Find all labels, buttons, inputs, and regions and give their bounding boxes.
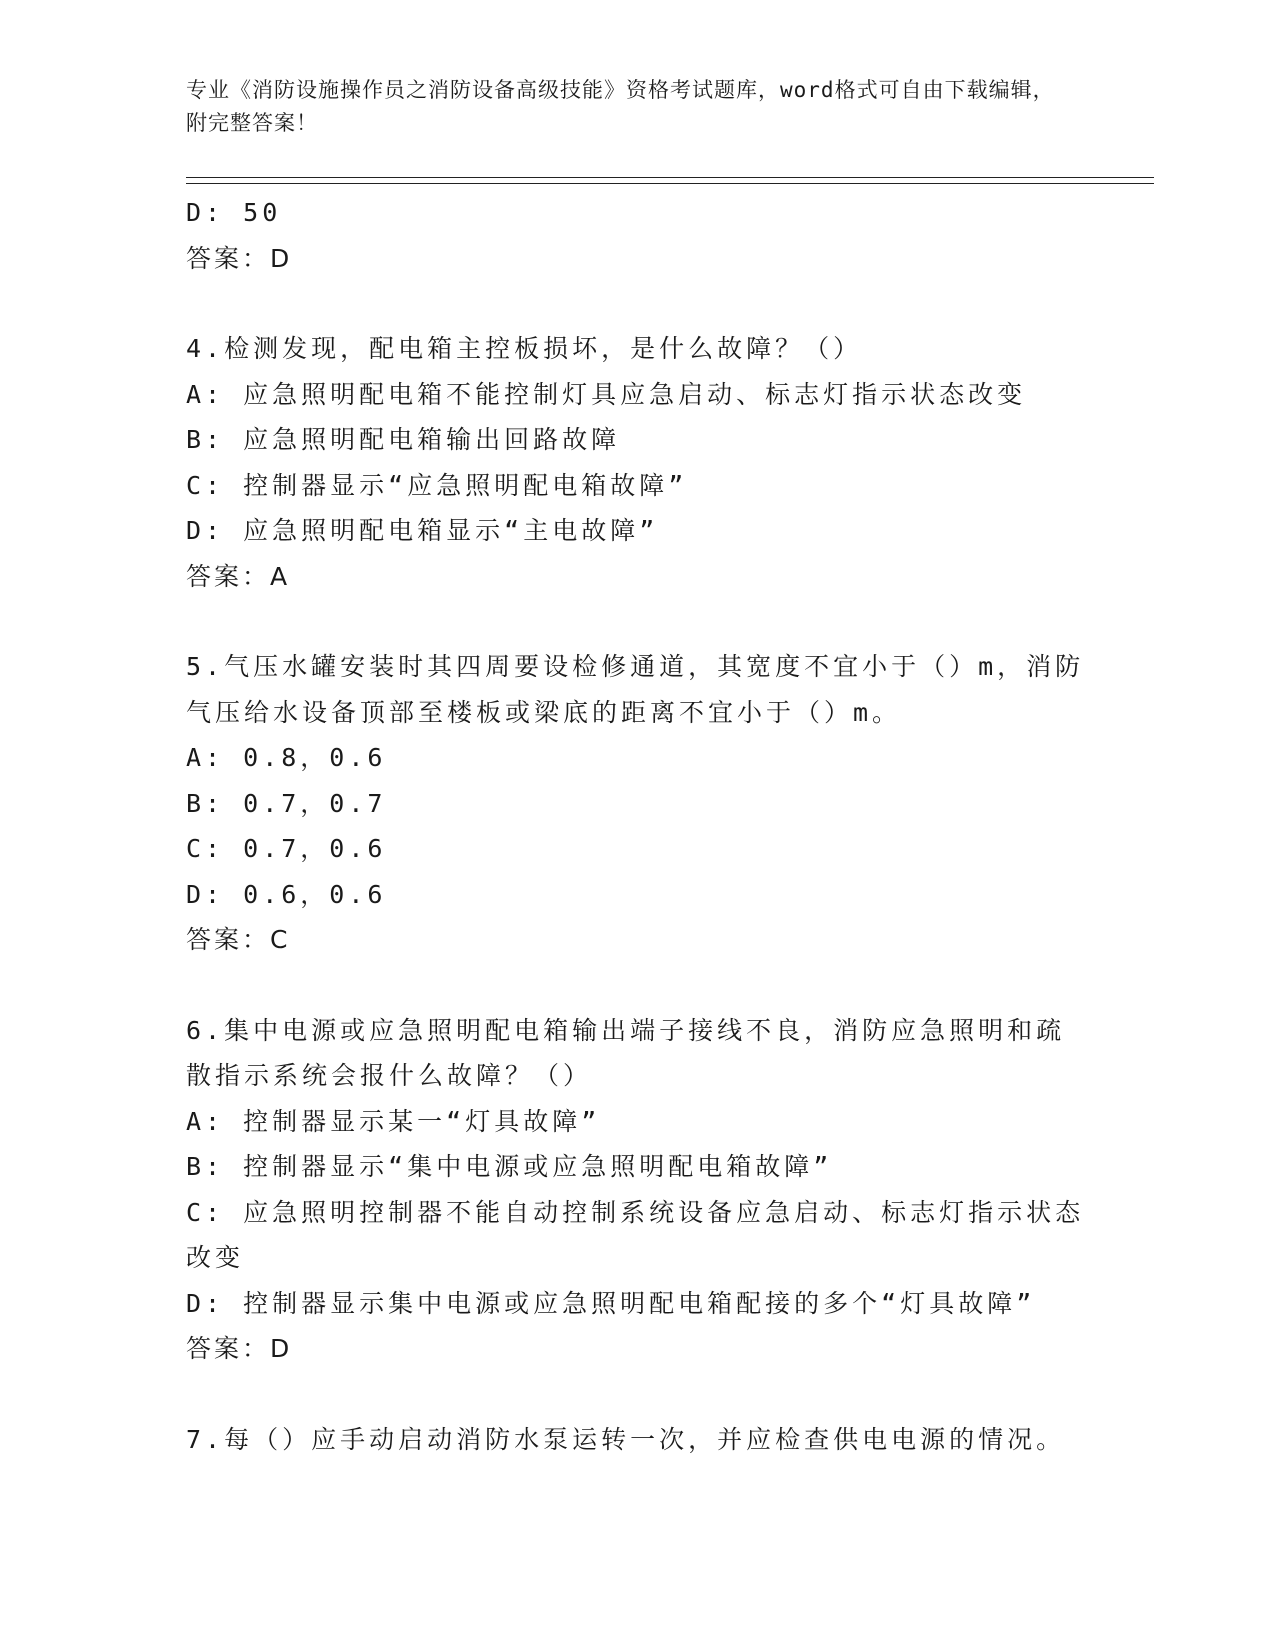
- question-7: [186, 1417, 1086, 1463]
- question-6: [186, 1008, 1086, 1372]
- option-c: C: 0.7，0.6: [186, 834, 387, 863]
- option-d: D: 0.6，0.6: [186, 879, 387, 909]
- option-d: D: 应急照明配电箱显示“主电故障”: [186, 516, 659, 545]
- option-a: A: 应急照明配电箱不能控制灯具应急启动、标志灯指示状态改变: [186, 379, 1027, 409]
- option-a: A: 控制器显示某一“灯具故障”: [186, 1106, 601, 1136]
- question-stem: 7.每（）应手动启动消防水泵运转一次，并应检查供电电源的情况。: [186, 1424, 1066, 1454]
- option-a: A: 0.8，0.6: [186, 743, 387, 772]
- answer-line: 答案：A: [186, 561, 291, 591]
- answer-line: 答案：C: [186, 925, 291, 954]
- header-divider: [186, 177, 1154, 184]
- previous-question-tail: [186, 190, 1086, 281]
- option-b: B: 控制器显示“集中电源或应急照明配电箱故障”: [186, 1152, 833, 1181]
- document-header: 专业《消防设施操作员之消防设备高级技能》资格考试题库，word格式可自由下载编辑，附完整答案！: [186, 78, 1055, 135]
- option-c: C: 应急照明控制器不能自动控制系统设备应急启动、标志灯指示状态改变: [186, 1197, 1085, 1272]
- question-stem: 6.集中电源或应急照明配电箱输出端子接线不良，消防应急照明和疏散指示系统会报什么故障？（）: [186, 1015, 1066, 1090]
- question-4: [186, 326, 1086, 599]
- option-d: D: 控制器显示集中电源或应急照明配电箱配接的多个“灯具故障”: [186, 1288, 1036, 1318]
- question-stem: 5.气压水罐安装时其四周要设检修通道，其宽度不宜小于（）m，消防气压给水设备顶部至楼板或梁底的距离不宜小于（）m。: [186, 652, 1085, 727]
- answer-line: 答案：D: [186, 1334, 293, 1363]
- answer-line: 答案：D: [186, 243, 293, 273]
- option-b: B: 应急照明配电箱输出回路故障: [186, 425, 621, 454]
- option-d: D: 50: [186, 198, 282, 227]
- option-b: B: 0.7，0.7: [186, 788, 387, 818]
- question-stem: 4.检测发现，配电箱主控板损坏，是什么故障？（）: [186, 334, 863, 363]
- question-5: [186, 644, 1086, 963]
- document-body: [186, 190, 1086, 1462]
- option-c: C: 控制器显示“应急照明配电箱故障”: [186, 470, 688, 500]
